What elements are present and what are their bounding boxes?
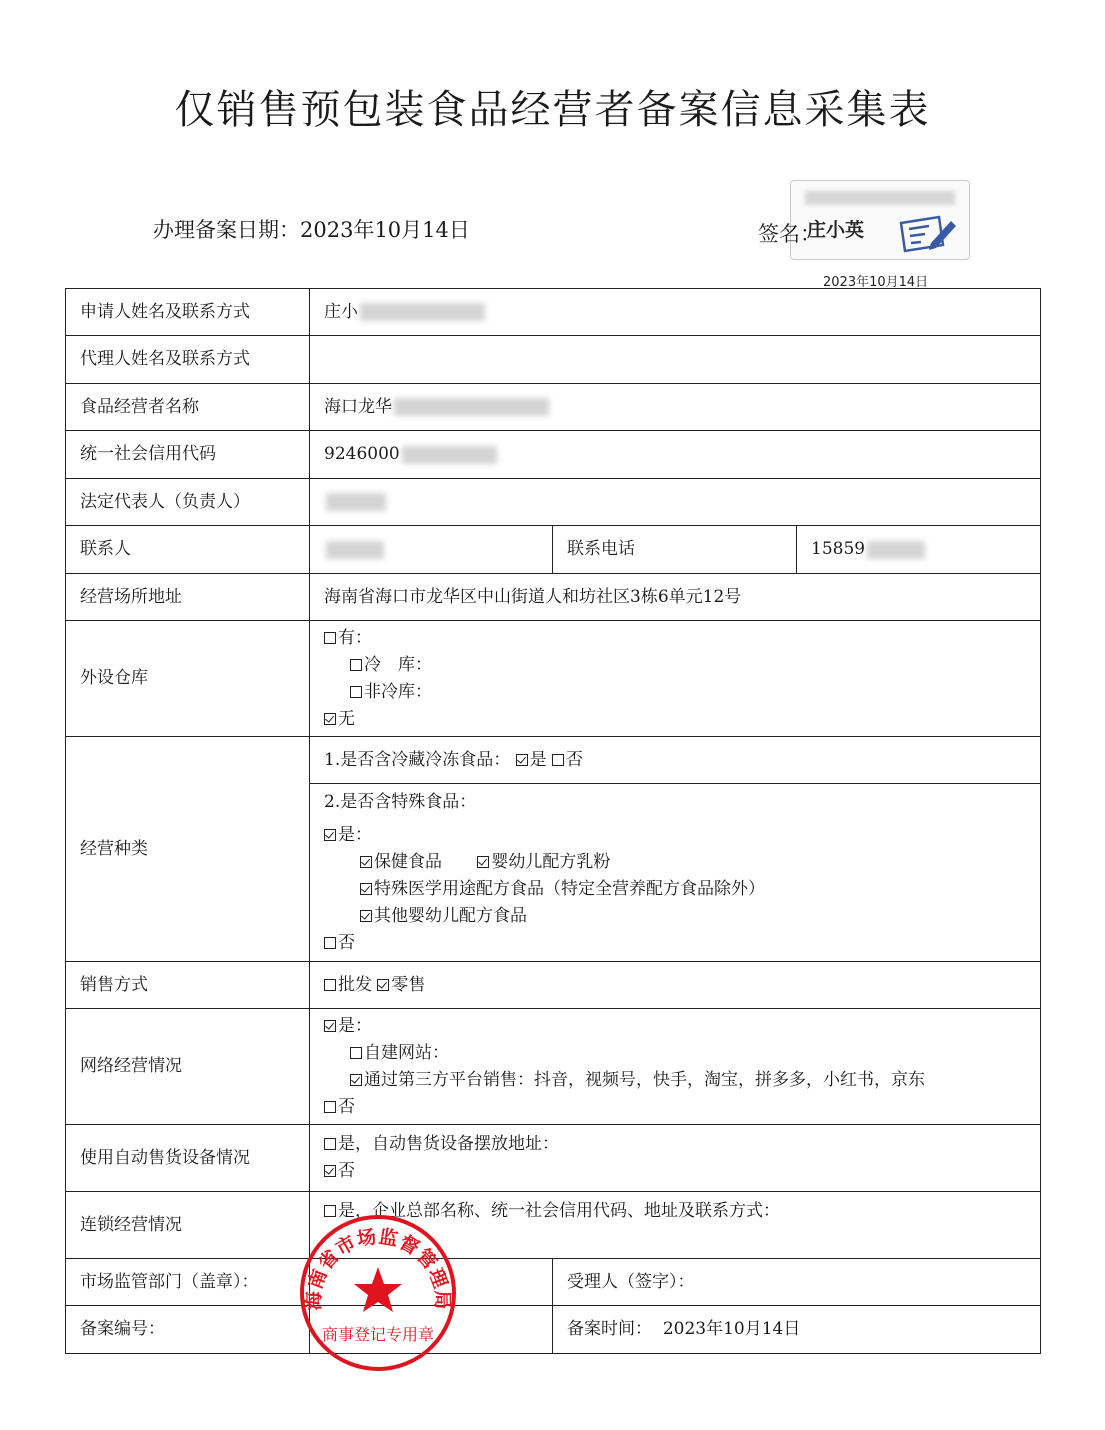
checkbox-option[interactable]: 婴幼儿配方乳粉 — [477, 852, 610, 872]
checked-checkbox-icon[interactable] — [477, 856, 489, 868]
signature-pen-icon — [891, 211, 961, 255]
checkbox-option[interactable]: 冷 库： — [324, 652, 1026, 679]
record-time: 备案时间： 2023年10月14日 — [553, 1306, 1041, 1354]
official-seal — [297, 1212, 459, 1374]
checkbox-icon[interactable] — [324, 979, 336, 991]
checkbox-icon[interactable] — [324, 632, 336, 644]
warehouse-label: 外设仓库 — [66, 621, 310, 737]
address-label: 经营场所地址 — [66, 574, 310, 621]
phone-label: 联系电话 — [553, 526, 797, 574]
legal-rep-label: 法定代表人（负责人） — [66, 479, 310, 526]
legal-rep-value — [310, 479, 1041, 526]
seal-top-text: 海南省市场监督管理局 — [302, 1225, 454, 1311]
checkbox-option[interactable]: 是，企业总部名称、统一社会信用代码、地址及联系方式： — [324, 1198, 1026, 1225]
table-row — [66, 621, 1041, 737]
contact-value — [310, 526, 553, 574]
online-options — [310, 1009, 1041, 1125]
table-row — [66, 1009, 1041, 1125]
table-row — [66, 526, 1041, 574]
authority-label: 市场监管部门（盖章）： — [66, 1259, 310, 1306]
table-row — [66, 431, 1041, 479]
checked-checkbox-icon[interactable] — [350, 1074, 362, 1086]
checked-checkbox-icon[interactable] — [324, 713, 336, 725]
redacted-area — [360, 303, 485, 321]
category-label: 经营种类 — [66, 737, 310, 962]
redacted-area — [402, 446, 497, 464]
redacted-area — [394, 398, 549, 416]
redacted-area — [326, 493, 386, 511]
checked-checkbox-icon[interactable] — [324, 1165, 336, 1177]
checkbox-row — [324, 849, 1026, 876]
filing-date: 办理备案日期：2023年10月14日 — [153, 218, 470, 242]
checked-checkbox-icon[interactable] — [360, 856, 372, 868]
checkbox-icon[interactable] — [324, 1138, 336, 1150]
record-form-table — [65, 288, 1041, 1354]
contact-label: 联系人 — [66, 526, 310, 574]
checkbox-option[interactable]: 否 — [552, 750, 583, 770]
agent-label: 代理人姓名及联系方式 — [66, 336, 310, 384]
category-q1: 1.是否含冷藏冷冻食品： 是 否 — [310, 737, 1041, 784]
checkbox-icon[interactable] — [324, 937, 336, 949]
checkbox-option[interactable]: 自建网站： — [324, 1040, 1026, 1067]
table-row — [66, 1259, 1041, 1306]
checkbox-icon[interactable] — [552, 754, 564, 766]
table-row — [66, 737, 1041, 784]
signature-label: 签名： — [758, 222, 821, 246]
checkbox-option[interactable]: 有： — [324, 625, 1026, 652]
checkbox-option[interactable]: 特殊医学用途配方食品（特定全营养配方食品除外） — [324, 876, 1026, 903]
checked-checkbox-icon[interactable] — [377, 979, 389, 991]
vending-label: 使用自动售货设备情况 — [66, 1125, 310, 1192]
table-row — [66, 336, 1041, 384]
checkbox-option[interactable]: 其他婴幼儿配方食品 — [324, 903, 1026, 930]
checkbox-option[interactable]: 无 — [324, 706, 1026, 733]
agent-value — [310, 336, 1041, 384]
checkbox-icon[interactable] — [350, 686, 362, 698]
checkbox-option[interactable]: 通过第三方平台销售：抖音，视频号，快手，淘宝，拼多多，小红书，京东 — [324, 1067, 1026, 1094]
checked-checkbox-icon[interactable] — [324, 1020, 336, 1032]
table-row — [66, 384, 1041, 431]
phone-value: 15859 — [797, 526, 1041, 574]
table-row — [66, 479, 1041, 526]
form-title: 仅销售预包装食品经营者备案信息采集表 — [174, 87, 931, 133]
sales-mode-label: 销售方式 — [66, 962, 310, 1009]
acceptor-label: 受理人（签字）： — [553, 1259, 1041, 1306]
redacted-area — [805, 191, 955, 205]
chain-label: 连锁经营情况 — [66, 1192, 310, 1259]
applicant-value: 庄小 — [310, 289, 1041, 336]
checked-checkbox-icon[interactable] — [324, 829, 336, 841]
checkbox-option[interactable]: 否 — [324, 1158, 1026, 1185]
star-icon — [354, 1267, 402, 1312]
vending-options — [310, 1125, 1041, 1192]
checkbox-option[interactable]: 零售 — [377, 975, 425, 995]
checked-checkbox-icon[interactable] — [516, 754, 528, 766]
table-row — [66, 1125, 1041, 1192]
checkbox-icon[interactable] — [324, 1101, 336, 1113]
operator-name-label: 食品经营者名称 — [66, 384, 310, 431]
online-label: 网络经营情况 — [66, 1009, 310, 1125]
warehouse-options — [310, 621, 1041, 737]
table-row — [66, 574, 1041, 621]
checkbox-option[interactable]: 否 — [324, 930, 1026, 957]
checkbox-icon[interactable] — [350, 1047, 362, 1059]
table-row — [66, 1192, 1041, 1259]
table-row — [66, 962, 1041, 1009]
credit-code-label: 统一社会信用代码 — [66, 431, 310, 479]
credit-code-value: 9246000 — [310, 431, 1041, 479]
address-value: 海南省海口市龙华区中山街道人和坊社区3栋6单元12号 — [310, 574, 1041, 621]
operator-name-value: 海口龙华 — [310, 384, 1041, 431]
signature-date: 2023年10月14日 — [823, 275, 929, 290]
checkbox-option[interactable]: 批发 — [324, 975, 372, 995]
checkbox-option[interactable]: 是： — [324, 822, 1026, 849]
checked-checkbox-icon[interactable] — [360, 883, 372, 895]
table-row — [66, 289, 1041, 336]
redacted-area — [326, 541, 384, 559]
checkbox-option[interactable]: 是 — [516, 750, 547, 770]
checkbox-option[interactable]: 是，自动售货设备摆放地址： — [324, 1131, 1026, 1158]
checkbox-option[interactable]: 否 — [324, 1094, 1026, 1121]
checkbox-icon[interactable] — [350, 659, 362, 671]
applicant-label: 申请人姓名及联系方式 — [66, 289, 310, 336]
seal-bottom-text: 商事登记专用章 — [321, 1325, 435, 1344]
checked-checkbox-icon[interactable] — [360, 910, 372, 922]
checkbox-option[interactable]: 是： — [324, 1013, 1026, 1040]
redacted-area — [867, 541, 925, 559]
record-number-label: 备案编号： — [66, 1306, 310, 1354]
category-q2: 2.是否含特殊食品： 是： 保健食品 婴幼儿配方乳粉 特殊医学用途配方食品（特定全营养配方食品除外） 其他婴幼儿配方食品 否 — [310, 784, 1041, 962]
checkbox-option[interactable]: 保健食品 — [360, 852, 442, 872]
table-row — [66, 1306, 1041, 1354]
checkbox-option[interactable]: 非冷库： — [324, 679, 1026, 706]
sales-mode-options — [310, 962, 1041, 1009]
signature-name: 庄小英 — [807, 219, 865, 241]
